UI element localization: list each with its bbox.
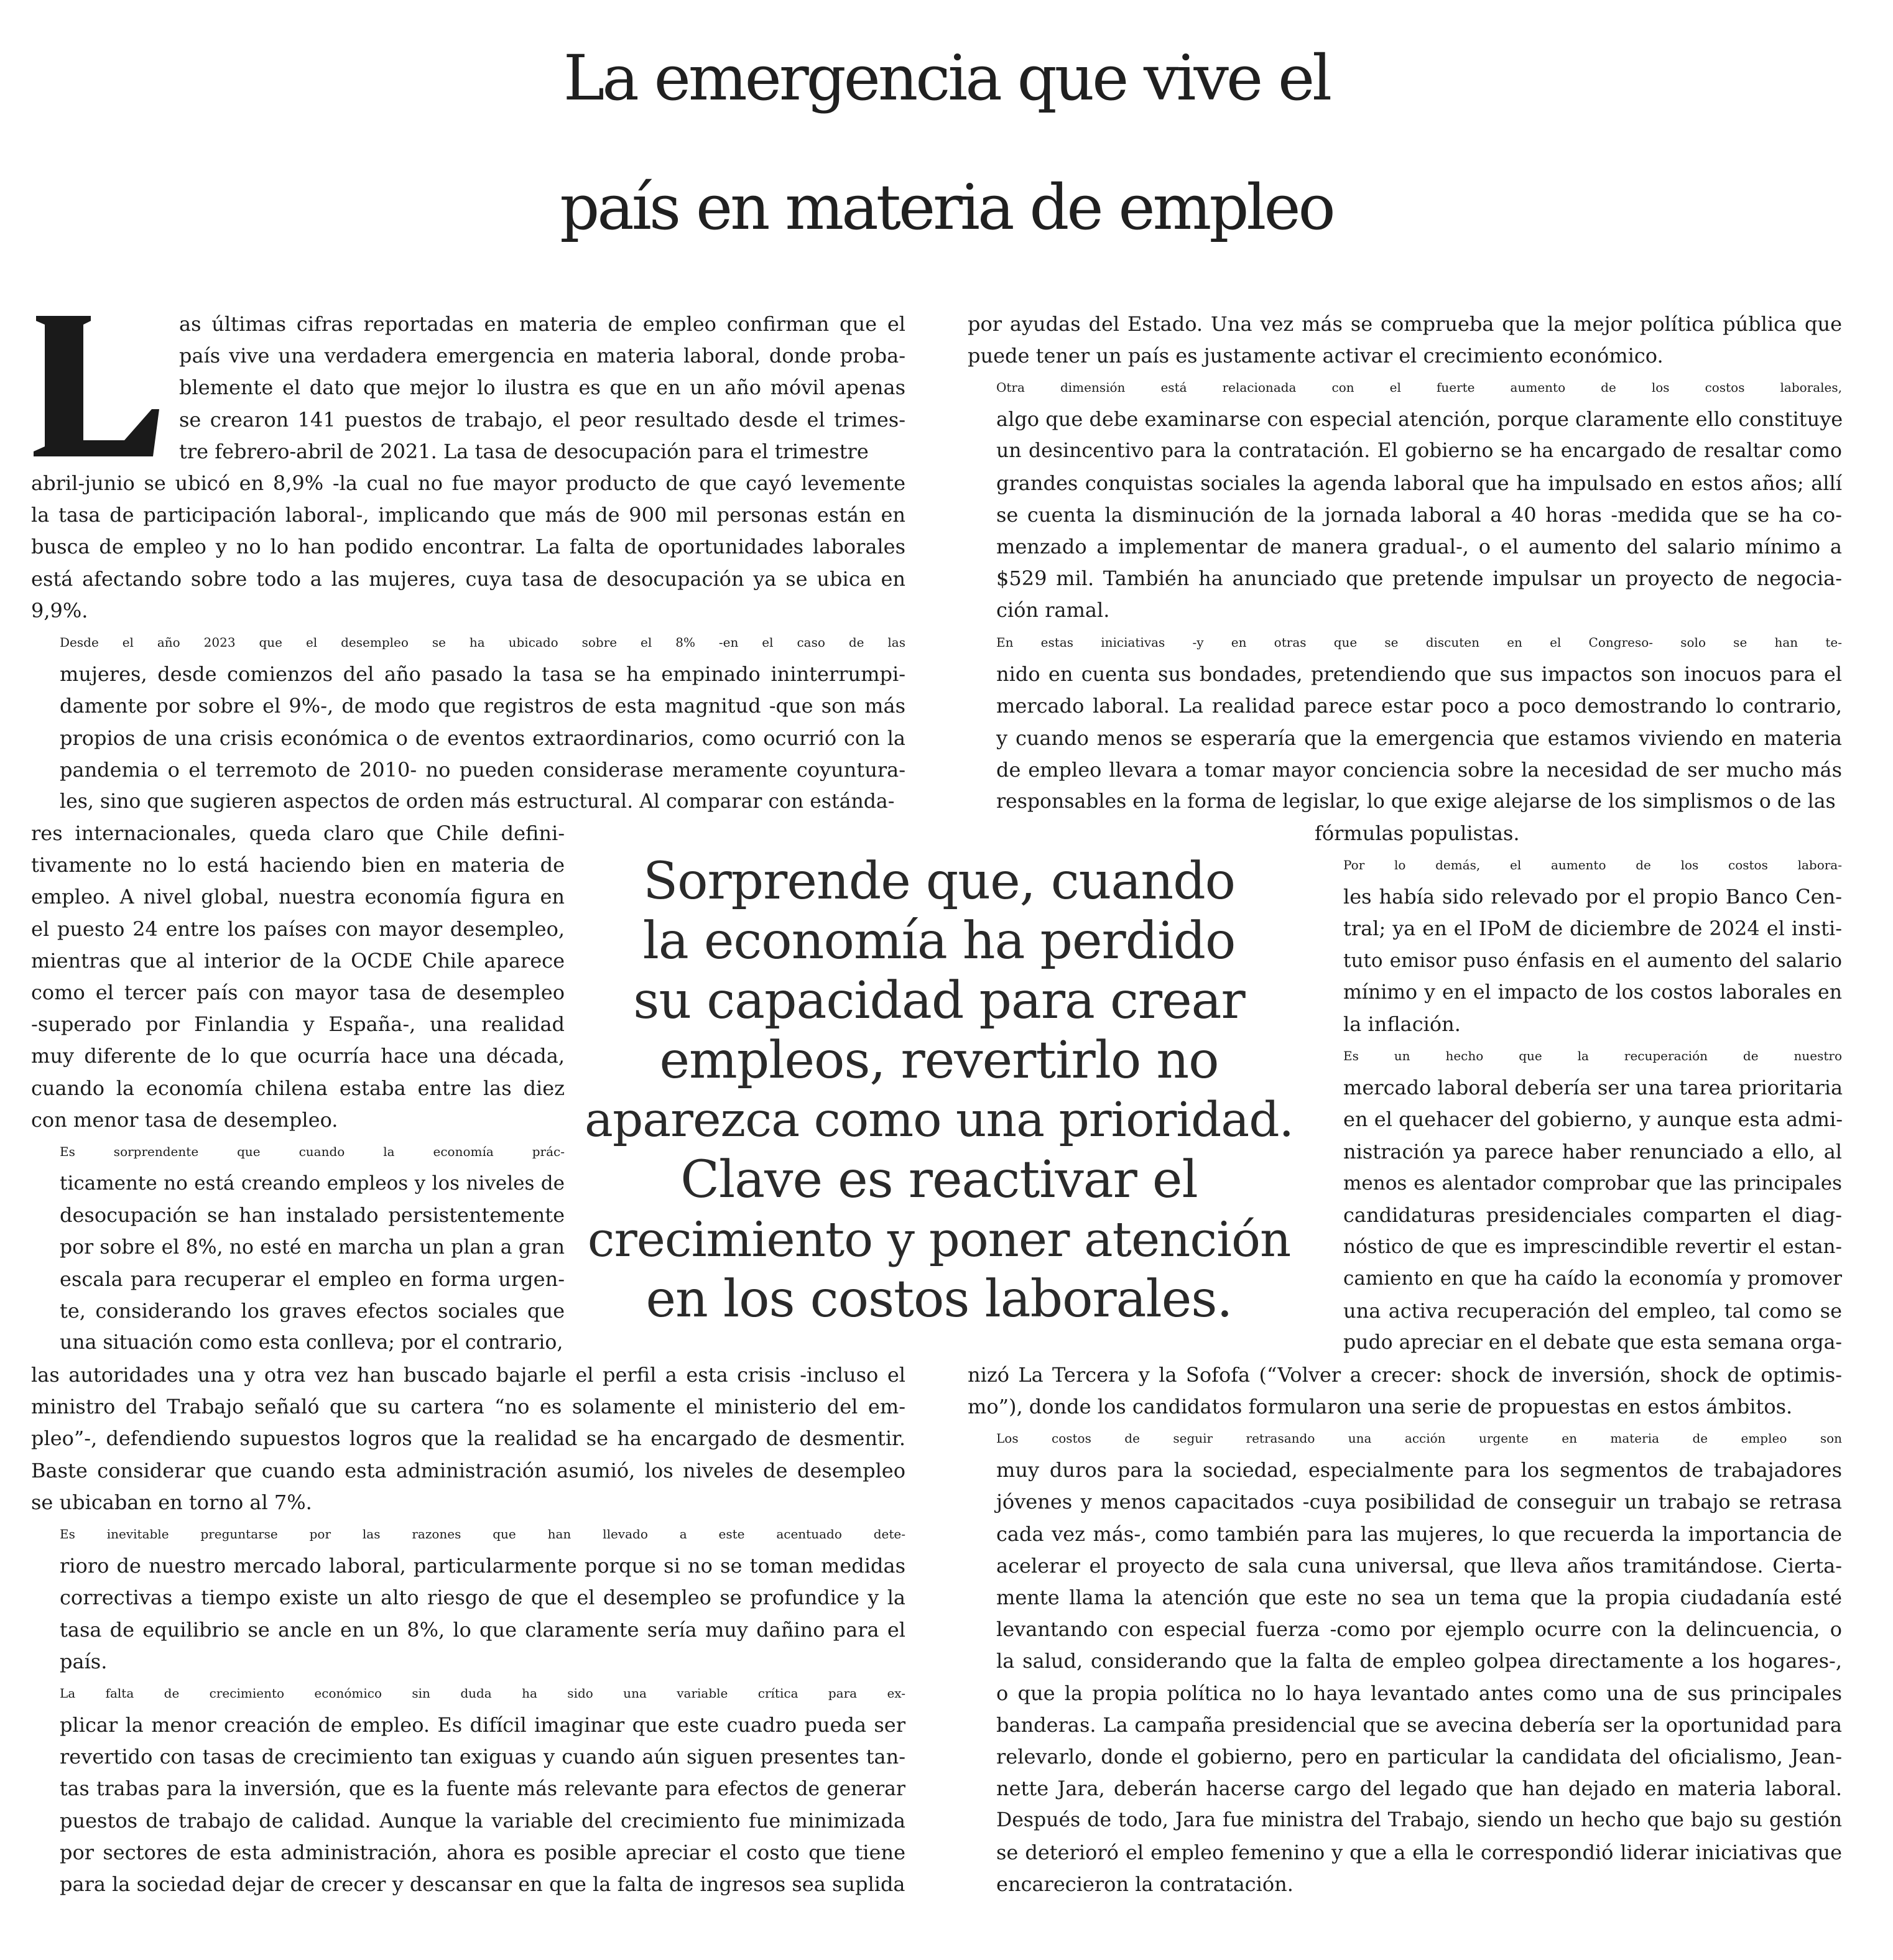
text-line: Después de todo, Jara fue ministra del Trabajo, siendo un hecho que bajo su gestión xyxy=(996,1809,1842,1832)
paragraph-2b xyxy=(31,818,565,1136)
pull-quote-line: su capacidad para crear xyxy=(633,971,1245,1030)
text-line: tivamente no lo está haciendo bien en materia de xyxy=(31,853,565,877)
text-line: país vive una verdadera emergencia en materia laboral, donde proba- xyxy=(179,344,905,368)
text-line: levantando con especial fuerza -como por ejemplo ocurre con la delincuencia, o xyxy=(996,1617,1842,1642)
text-line: muy duros para la sociedad, especialmente para los segmentos de trabajadores xyxy=(996,1458,1842,1482)
text-line: mo”), donde los candidatos formularon una serie de propuestas en estos ámbitos. xyxy=(968,1395,1793,1419)
text-line: país. xyxy=(60,1649,108,1673)
text-line: escala para recuperar el empleo en forma urgen- xyxy=(60,1267,565,1291)
text-line: las autoridades una y otra vez han buscado bajarle el perfil a esta crisis -incluso el xyxy=(31,1363,905,1387)
text-line: por sobre el 8%, no esté en marcha un plan a gran xyxy=(60,1236,565,1259)
paragraph-r3a xyxy=(968,627,1842,818)
text-line: algo que debe examinarse con especial atención, porque claramente ello constituye xyxy=(996,407,1843,432)
text-line: Es un hecho que la recuperación de nuestro xyxy=(1343,1048,1842,1063)
text-line: tas trabas para la inversión, que es la fuente más relevante para efectos de generar xyxy=(60,1777,905,1800)
pull-quote-line: en los costos laborales. xyxy=(646,1270,1233,1329)
text-line: mientras que al interior de la OCDE Chile aparece xyxy=(31,948,565,973)
text-line: mujeres, desde comienzos del año pasado la tasa se ha empinado ininterrumpi- xyxy=(60,662,905,686)
text-line: relevarlo, donde el gobierno, pero en particular la candidata del oficialismo, Jean- xyxy=(996,1745,1842,1769)
text-line: mercado laboral. La realidad parece estar poco a poco demostrando lo contrario, xyxy=(996,694,1842,718)
pull-quote xyxy=(585,852,1294,1329)
text-line: Por lo demás, el aumento de los costos labora- xyxy=(1343,858,1842,872)
text-line: Los costos de seguir retrasando una acción urgente en materia de empleo son xyxy=(996,1431,1842,1446)
text-line: tral; ya en el IPoM de diciembre de 2024 el insti- xyxy=(1343,917,1842,941)
paragraph-r2 xyxy=(968,372,1842,627)
paragraph-5 xyxy=(31,1678,905,1900)
text-line: tasa de equilibrio se ancle en un 8%, lo que claramente sería muy dañino para el xyxy=(60,1617,905,1642)
text-line: por ayudas del Estado. Una vez más se comprueba que la mejor política pública que xyxy=(968,312,1842,336)
paragraph-r6 xyxy=(968,1423,1842,1900)
text-line: $529 mil. También ha anunciado que pretende impulsar un proyecto de negocia- xyxy=(996,566,1842,591)
drop-cap-letter xyxy=(31,316,167,456)
text-line: blemente el dato que mejor lo ilustra es que en un año móvil apenas xyxy=(179,376,905,400)
text-line: el puesto 24 entre los países con mayor desempleo, xyxy=(31,917,565,941)
text-line: empleo. A nivel global, nuestra economía figura en xyxy=(31,885,565,909)
pull-quote-line: Sorprende que, cuando xyxy=(642,852,1236,911)
paragraph-r3b xyxy=(1315,818,1842,849)
text-line: mente llama la atención que este no sea un tema que la propia ciudadanía esté xyxy=(996,1586,1842,1610)
text-line: La falta de crecimiento económico sin duda ha sido una variable crítica para ex- xyxy=(60,1686,905,1701)
text-line: jóvenes y menos capacitados -cuya posibilidad de conseguir un trabajo se retrasa xyxy=(996,1490,1842,1514)
paragraph-r4 xyxy=(1315,849,1842,1040)
text-line: Es inevitable preguntarse por las razones que han llevado a este acentuado dete- xyxy=(60,1527,905,1542)
text-line: nizó La Tercera y la Sofofa (“Volver a crecer: shock de inversión, shock de optimis- xyxy=(968,1363,1842,1387)
text-line: responsables en la forma de legislar, lo que exige alejarse de los simplismos o de las xyxy=(996,790,1836,813)
text-line: y cuando menos se esperaría que la emergencia que estamos viviendo en materia xyxy=(996,726,1842,750)
text-line: tuto emisor puso énfasis en el aumento del salario xyxy=(1343,949,1842,972)
text-line: menos es alentador comprobar que las principales xyxy=(1343,1172,1842,1195)
text-line: abril-junio se ubicó en 8,9% -la cual no fue mayor producto de que cayó levemente xyxy=(31,471,905,495)
text-line: puede tener un país es justamente activar el crecimiento económico. xyxy=(968,344,1664,368)
text-line: Baste considerar que cuando esta administración asumió, los niveles de desempleo xyxy=(31,1458,905,1482)
text-line: una situación como esta conlleva; por el contrario, xyxy=(60,1331,563,1354)
text-line: una activa recuperación del empleo, tal como se xyxy=(1343,1298,1842,1323)
text-line: un desincentivo para la contratación. El gobierno se ha encargado de resaltar como xyxy=(996,440,1842,463)
text-line: la inflación. xyxy=(1343,1012,1461,1037)
pull-quote-line: empleos, revertirlo no xyxy=(659,1031,1219,1090)
text-line: muy diferente de lo que ocurría hace una década, xyxy=(31,1044,565,1068)
text-line: nóstico de que es imprescindible revertir el estan- xyxy=(1343,1236,1842,1259)
text-line: 9,9%. xyxy=(31,598,88,622)
text-line: encarecieron la contratación. xyxy=(996,1872,1294,1896)
paragraph-3b xyxy=(31,1359,905,1519)
text-line: plicar la menor creación de empleo. Es difícil imaginar que este cuadro pueda ser xyxy=(60,1713,905,1737)
text-line: Otra dimensión está relacionada con el fuerte aumento de los costos laborales, xyxy=(996,380,1842,395)
text-line: se deterioró el empleo femenino y que a ella le correspondió liderar iniciativas que xyxy=(996,1840,1842,1864)
text-line: por sectores de esta administración, ahora es posible apreciar el costo que tiene xyxy=(60,1841,905,1865)
text-line: res internacionales, queda claro que Chile defini- xyxy=(31,821,565,845)
text-line: les, sino que sugieren aspectos de orden más estructural. Al comparar con estánda- xyxy=(60,790,895,813)
paragraph-r1 xyxy=(968,308,1842,372)
text-line: la tasa de participación laboral-, implicando que más de 900 mil personas están en xyxy=(31,503,905,527)
paragraph-r5b xyxy=(968,1359,1842,1423)
text-line: la salud, considerando que la falta de empleo golpea directamente a los hogares-, xyxy=(996,1649,1842,1673)
text-line: nido en cuenta sus bondades, pretendiendo que sus impactos son inocuos para el xyxy=(996,662,1842,686)
text-line: nette Jara, deberán hacerse cargo del legado que han dejado en materia laboral. xyxy=(996,1777,1842,1801)
text-line: cuando la economía chilena estaba entre las diez xyxy=(31,1076,565,1100)
text-line: en el quehacer del gobierno, y aunque esta admi- xyxy=(1343,1107,1843,1132)
text-line: ticamente no está creando empleos y los niveles de xyxy=(60,1172,565,1195)
text-line: tre febrero-abril de 2021. La tasa de desocupación para el trimestre xyxy=(179,439,869,463)
text-line: puestos de trabajo de calidad. Aunque la variable del crecimiento fue minimizada xyxy=(60,1808,905,1833)
text-line: se cuenta la disminución de la jornada laboral a 40 horas -medida que se ha co- xyxy=(996,502,1842,527)
text-line: se ubicaban en torno al 7%. xyxy=(31,1490,312,1514)
text-line: pudo apreciar en el debate que esta semana orga- xyxy=(1343,1331,1843,1354)
text-line: damente por sobre el 9%-, de modo que registros de esta magnitud -que son más xyxy=(60,694,905,718)
text-line: menzado a implementar de manera gradual-, o el aumento del salario mínimo a xyxy=(996,535,1842,559)
text-line: rioro de nuestro mercado laboral, particularmente porque si no se toman medidas xyxy=(60,1554,905,1578)
text-line: se crearon 141 puestos de trabajo, el peor resultado desde el trimes- xyxy=(179,407,905,432)
pull-quote-line: Clave es reactivar el xyxy=(680,1150,1198,1209)
text-line: de empleo llevara a tomar mayor conciencia sobre la necesidad de ser mucho más xyxy=(996,757,1842,782)
text-line: correctivas a tiempo existe un alto riesgo de que el desempleo se profundice y la xyxy=(60,1586,905,1610)
headline-line-1: La emergencia que vive el xyxy=(563,42,1330,114)
text-line: para la sociedad dejar de crecer y descansar en que la falta de ingresos sea suplida xyxy=(60,1872,905,1897)
text-line: busca de empleo y no lo han podido encontrar. La falta de oportunidades laborales xyxy=(31,535,905,559)
text-line: fórmulas populistas. xyxy=(1315,821,1520,845)
text-line: o que la propia política no lo haya levantado antes como una de sus principales xyxy=(996,1681,1842,1705)
text-line: as últimas cifras reportadas en materia de empleo confirman que el xyxy=(179,312,905,336)
text-line: ministro del Trabajo señaló que su cartera “no es solamente el ministerio del em- xyxy=(31,1395,905,1419)
text-line: camiento en que ha caído la economía y promover xyxy=(1343,1267,1842,1290)
text-line: grandes conquistas sociales la agenda laboral que ha impulsado en estos años; allí xyxy=(996,471,1842,495)
paragraph-4 xyxy=(31,1519,905,1678)
text-line: con menor tasa de desempleo. xyxy=(31,1107,338,1132)
paragraph-3a xyxy=(31,1136,565,1359)
paragraph-1b xyxy=(31,468,905,627)
paragraph-2a xyxy=(31,627,905,818)
paragraph-1a xyxy=(179,308,905,468)
text-line: -superado por Finlandia y España-, una realidad xyxy=(31,1012,565,1037)
text-line: mercado laboral debería ser una tarea prioritaria xyxy=(1343,1076,1843,1100)
text-line: acelerar el proyecto de sala cuna universal, que lleva años tramitándose. Cierta- xyxy=(996,1553,1842,1578)
headline xyxy=(0,14,1893,272)
text-line: mínimo y en el impacto de los costos laborales en xyxy=(1343,981,1842,1004)
text-line: te, considerando los graves efectos sociales que xyxy=(60,1299,565,1323)
text-line: nistración ya parece haber renunciado a ello, al xyxy=(1343,1139,1842,1163)
text-line: desocupación se han instalado persistentemente xyxy=(60,1203,565,1227)
pull-quote-line: crecimiento y poner atención xyxy=(587,1212,1291,1268)
pull-quote-line: la economía ha perdido xyxy=(642,912,1236,971)
pull-quote-line: aparezca como una prioridad. xyxy=(585,1093,1294,1148)
text-line: Desde el año 2023 que el desempleo se ha ubicado sobre el 8% -en el caso de las xyxy=(60,635,905,650)
text-line: cada vez más-, como también para las mujeres, lo que recuerda la importancia de xyxy=(996,1522,1842,1546)
text-line: candidaturas presidenciales comparten el diag- xyxy=(1343,1203,1842,1227)
headline-line-2: país en materia de empleo xyxy=(560,171,1333,244)
paragraph-r5a xyxy=(1315,1040,1842,1359)
text-line: banderas. La campaña presidencial que se avecina debería ser la oportunidad para xyxy=(996,1713,1842,1737)
text-line: como el tercer país con mayor tasa de desempleo xyxy=(31,981,565,1005)
text-line: pandemia o el terremoto de 2010- no pueden considerase meramente coyuntura- xyxy=(60,757,905,782)
text-line: propios de una crisis económica o de eventos extraordinarios, como ocurrió con la xyxy=(60,726,905,750)
text-line: Es sorprendente que cuando la economía prác- xyxy=(60,1144,565,1159)
text-line: En estas iniciativas -y en otras que se discuten en el Congreso- solo se han te- xyxy=(996,635,1842,650)
text-line: está afectando sobre todo a las mujeres, cuya tasa de desocupación ya se ubica en xyxy=(31,566,905,591)
text-line: pleo”-, defendiendo supuestos logros que la realidad se ha encargado de desmentir. xyxy=(31,1426,905,1451)
text-line: les había sido relevado por el propio Banco Cen- xyxy=(1343,885,1842,909)
text-line: ción ramal. xyxy=(996,598,1110,622)
text-line: revertido con tasas de crecimiento tan exiguas y cuando aún siguen presentes tan- xyxy=(60,1745,905,1769)
